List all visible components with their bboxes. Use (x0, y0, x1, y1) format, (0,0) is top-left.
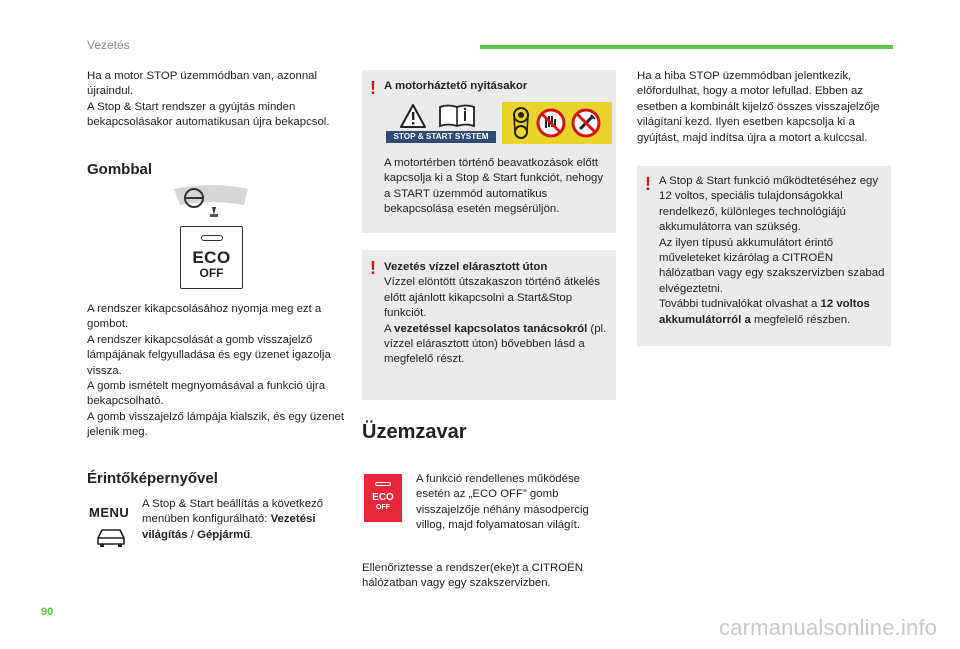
warning-triangle-icon (400, 104, 426, 128)
page-number: 90 (41, 606, 54, 618)
stop-start-pictogram (384, 102, 604, 146)
gombbal-line-1: A rendszer kikapcsolásához nyomja meg ezt a gombot. (87, 303, 322, 331)
intro-text (87, 69, 345, 131)
check-network-text: Ellenőriztesse a rendszer(eke)t a CITROËN hálózatban vagy egy szakszervizben. (362, 562, 583, 590)
note-battery-text-2: Az ilyen típusú akkumulátort érintő műveleteket kizárólag a CITROËN hálózatban vagy egy szakszervizben szabad elvégeztetni. (659, 236, 885, 295)
eco-off-button[interactable] (180, 226, 243, 289)
eco-off-small-eco: ECO (372, 492, 394, 503)
stop-start-system-label: STOP & START SYSTEM (386, 131, 496, 143)
eco-off-label-eco: ECO (192, 248, 231, 267)
gombbal-heading: Gombbal (87, 161, 153, 178)
warning-exclamation-icon: ! (370, 78, 376, 98)
eco-off-small-off: OFF (376, 504, 390, 511)
warning-exclamation-icon: ! (645, 174, 651, 194)
note-flooded-text-1: Vízzel elöntött útszakaszon történő átkelés előtt ajánlott kikapcsolni a Start&Stop funkciót. (384, 276, 600, 320)
header-section-label: Vezetés (87, 38, 130, 52)
touchscreen-heading: Érintőképernyővel (87, 470, 218, 487)
menu-path-1: Vezetési világítás (142, 513, 316, 541)
belt-hazard-icon (511, 106, 531, 140)
note-battery-text-1: A Stop & Start funkció működtetéséhez egy 12 voltos, speciális tulajdonságokkal rendelkező, különleges technológiájú akkumulátorra van szükség. (659, 175, 879, 234)
watermark-text: carmanualsonline.info (719, 615, 938, 640)
uzemzavar-heading: Üzemzavar (362, 421, 467, 443)
no-tool-icon (571, 108, 601, 138)
car-icon (95, 527, 127, 547)
note-flooded-road (362, 250, 616, 400)
gombbal-line-2: A rendszer kikapcsolását a gomb visszajelző lámpájának felgyulladása és egy üzenet igazolja vissza. (87, 333, 331, 377)
note-battery-body (659, 174, 887, 328)
warning-exclamation-icon: ! (370, 258, 376, 278)
menu-path-2: Gépjármű (197, 528, 251, 541)
menu-label: MENU (89, 505, 130, 520)
fault-text: A funkció rendellenes működése esetén az „ECO OFF” gomb visszajelzője néhány másodpercig villog, majd folyamatosan világít. (416, 473, 589, 532)
note-battery-text-3: További tudnivalókat olvashat a 12 voltos akkumulátorról a megfelelő részben. (659, 298, 870, 326)
note-hood-text: A motortérben történő beavatkozások előtt kapcsolja ki a Stop & Start funkciót, nehogy a START üzemmód automatikus bekapcsolása esetén megsérüljön. (384, 157, 604, 216)
eco-off-label-off: OFF (199, 266, 224, 280)
intro-line-1: Ha a motor STOP üzemmódban van, azonnal újraindul. (87, 70, 318, 98)
note-flooded-text-2: A vezetéssel kapcsolatos tanácsokról (pl. vízzel elárasztott úton) bővebben lásd a megfelelő részt. (384, 322, 607, 366)
dashboard-illustration (172, 183, 250, 219)
manual-book-icon (438, 104, 476, 128)
intro-line-2: A Stop & Start rendszer a gyújtás minden bekapcsolásakor automatikusan újra bekapcsol. (87, 100, 330, 129)
gombbal-line-3: A gomb ismételt megnyomásával a funkció újra bekapcsolható. (87, 380, 326, 408)
eco-off-warning-icon (364, 474, 402, 522)
gombbal-text (87, 302, 349, 441)
note-flooded-title: Vezetés vízzel elárasztott úton (384, 261, 548, 273)
header-accent-bar (480, 45, 893, 49)
note-hood-title: A motorháztető nyitásakor (384, 80, 528, 92)
touchscreen-text: A Stop & Start beállítás a következő menüben konfigurálható: Vezetési világítás / Gépjármű. (142, 498, 324, 541)
gombbal-line-4: A gomb visszajelző lámpája kialszik, és egy üzenet jelenik meg. (87, 410, 345, 439)
eco-off-indicator-lamp (201, 235, 223, 241)
note-flooded-body (384, 260, 612, 368)
col3-intro-text: Ha a hiba STOP üzemmódban jelentkezik, előfordulhat, hogy a motor lefullad. Ebben az esetben a kombinált kijelző összes visszajelzője világítani kezd. Ilyen esetben kapcsolja ki a gyújtást, majd indítsa újra a motort a kulccsal. (637, 70, 880, 144)
note-hood-opening (362, 70, 616, 233)
note-battery (637, 166, 891, 346)
no-hand-icon (536, 108, 566, 138)
